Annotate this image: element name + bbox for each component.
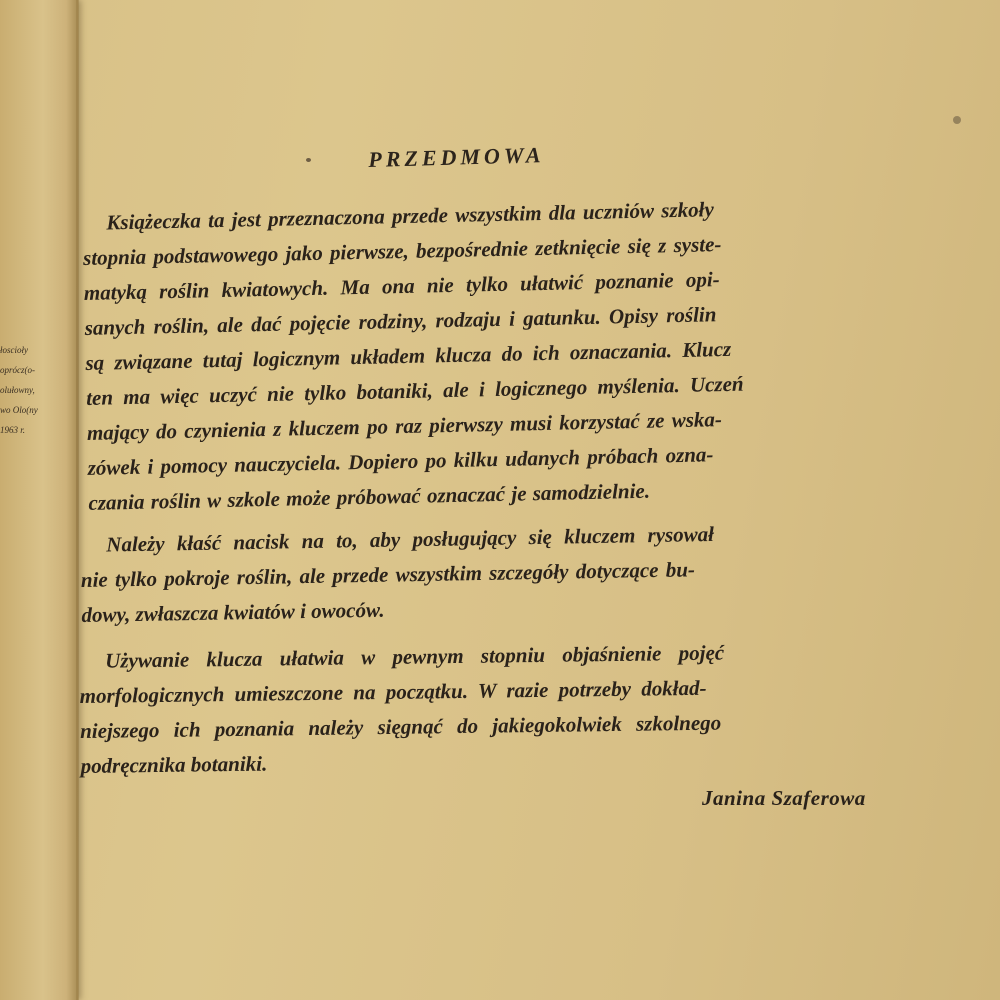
page-title: PRZEDMOWA	[368, 142, 545, 172]
ink-speck	[306, 158, 311, 162]
previous-page-fragment: oprócz(o-	[0, 365, 35, 375]
page-gutter	[76, 0, 79, 1000]
paragraph-3	[79, 636, 726, 784]
text-line: Należy kłaść nacisk na to, aby posługujący się kluczem rysował	[106, 521, 715, 557]
text-line: podręcznika botaniki.	[80, 751, 268, 778]
previous-page-fragment: wo Olo(ny	[0, 405, 38, 415]
text-line: czania roślin w szkole może próbować oznaczać je samodzielnie.	[88, 478, 651, 515]
paragraph-2	[80, 517, 716, 633]
text-line: morfologicznych umieszczone na początku. W razie potrzeby dokład-	[79, 675, 707, 708]
author-signature: Janina Szaferowa	[702, 786, 866, 810]
previous-page-text	[0, 340, 40, 440]
text-line: sanych roślin, ale dać pojęcie rodziny, rodzaju i gatunku. Opisy roślin	[84, 302, 717, 340]
text-line: stopnia podstawowego jako pierwsze, bezpośrednie zetknięcie się z syste-	[82, 232, 722, 270]
text-line: niejszego ich poznania należy sięgnąć do jakiegokolwiek szkolnego	[79, 710, 722, 743]
text-line: zówek i pomocy nauczyciela. Dopiero po kilku udanych próbach ozna-	[87, 442, 714, 480]
paragraph-1	[82, 192, 746, 521]
text-line: mający do czynienia z kluczem po raz pierwszy musi korzystać ze wska-	[86, 407, 723, 445]
text-line: matyką roślin kwiatowych. Ma ona nie tylko ułatwić poznanie opi-	[83, 267, 720, 305]
previous-page-fragment: łoscioły	[0, 345, 28, 355]
previous-page-edge	[0, 0, 78, 1000]
text-line: Książeczka ta jest przeznaczona przede wszystkim dla uczniów szkoły	[106, 197, 715, 235]
text-line: ten ma więc uczyć nie tylko botaniki, ale i logicznego myślenia. Uczeń	[85, 371, 744, 410]
text-line: dowy, zwłaszcza kwiatów i owoców.	[81, 597, 385, 627]
text-line: Używanie klucza ułatwia w pewnym stopniu objaśnienie pojęć	[105, 640, 725, 673]
previous-page-fragment: olułowny,	[0, 385, 35, 395]
previous-page-fragment: 1963 r.	[0, 425, 26, 435]
text-line: są związane tutaj logicznym układem klucza do ich oznaczania. Klucz	[85, 336, 732, 375]
text-line: nie tylko pokroje roślin, ale przede wszystkim szczegóły dotyczące bu-	[80, 557, 696, 592]
ink-speck	[953, 116, 961, 124]
